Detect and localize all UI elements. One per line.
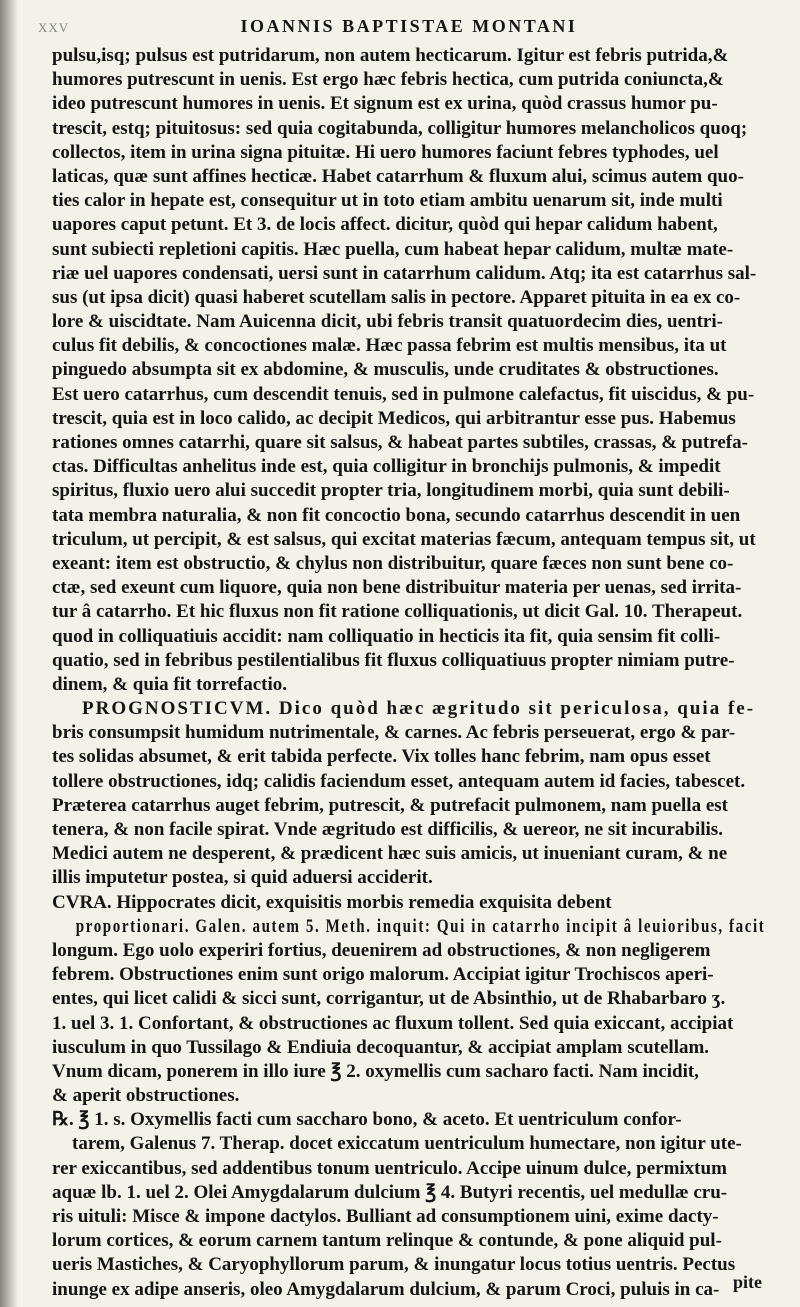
text-line: spiritus, fluxio uero alui succedit propter tria, longitudinem morbi, quia sunt debili- [52, 480, 730, 502]
text-line: laticas, quæ sunt affines hecticæ. Habet catarrhum & fluxum alui, scimus autem quo- [52, 165, 744, 187]
text-line: entes, qui licet calidi & sicci sunt, corrigantur, ut de Absinthio, ut de Rhabarbaro ʒ. [52, 988, 726, 1010]
text-line: rer exiccantibus, sed addentibus tonum uentriculo. Accipe uinum dulce, permixtum [52, 1157, 727, 1179]
text-line: Est uero catarrhus, cum descendit tenuis, sed in pulmone calefactus, fit uiscidus, & pu- [52, 383, 755, 405]
text-line: riæ uel uapores condensati, uersi sunt in catarrhum calidum. Atq; ita est catarrhus sal- [52, 262, 757, 284]
body-text [52, 44, 766, 1302]
text-line: inunge ex adipe anseris, oleo Amygdalarum dulcium, & parum Croci, puluis in ca- [52, 1278, 720, 1300]
text-line: Vnum dicam, ponerem in illo iure ℥ 2. oxymellis cum sacharo facti. Nam incidit, [52, 1060, 699, 1082]
catchword: pite [733, 1272, 762, 1292]
text-line: Medici autem ne desperent, & prædicent hæc suis amicis, ut inueniant curam, & ne [52, 843, 728, 865]
text-line: ideo putrescunt humores in uenis. Et signum est ex urina, quòd crassus humor pu- [52, 93, 718, 115]
text-line: uapores caput petunt. Et 3. de locis affect. dicitur, quòd qui hepar calidum habent, [52, 214, 718, 236]
text-line: illis imputetur postea, si quid aduersi acciderit. [52, 867, 433, 889]
text-line: ueris Mastiches, & Caryophyllorum parum, & inungatur locus totius uentris. Pectus [52, 1254, 736, 1276]
text-line: lorum cortices, & eorum carnem tantum relinque & contunde, & pone aliquid pul- [52, 1230, 722, 1252]
text-line: tollere obstructiones, idq; calidis faciendum esset, antequam autem id facies, tabescet. [52, 770, 746, 792]
text-line: rationes omnes catarrhi, quare sit salsus, & habeat partes subtiles, crassas, & putrefa- [52, 432, 748, 453]
text-line: ctæ, sed exeunt cum liquore, quia non bene distribuitur materia per uenas, sed irrita- [52, 577, 742, 599]
text-line: trescit, estq; pituitosus: sed quia cogitabunda, colligitur humores melancholicos quoq; [52, 117, 748, 139]
running-title: IOANNIS BAPTISTAE MONTANI [240, 16, 578, 36]
text-line: 1. uel 3. 1. Confortant, & obstructiones ac fluxum tollent. Sed quia exiccant, accipiat [52, 1012, 734, 1034]
text-line: collectos, item in urina signa pituitæ. Hi uero humores faciunt febres typhodes, uel [52, 141, 719, 163]
text-line: lore & uiscidtate. Nam Auicenna dicit, ubi febris transit quatuordecim dies, uentri- [52, 311, 723, 333]
text-line: exeant: item est obstructio, & chylus non distribuitur, quare fæces non sunt bene co- [52, 552, 734, 574]
text-line: trescit, quia est in loco calido, ac decipit Medicos, qui arbitrantur esse pus. Habemus [52, 407, 736, 429]
text-line: quod in colliquatiuis accidit: nam colliquatio in hecticis ita fit, quia sensim fit colli- [52, 625, 721, 647]
text-line: tarem, Galenus 7. Therap. docet exiccatum uentriculum humectare, non igitur ute- [72, 1133, 742, 1155]
text-line: sus (ut ipsa dicit) quasi haberet scutellam salis in pectore. Apparet pituita in ea ex co- [52, 286, 741, 308]
text-line: triculum, ut percipit, & est salsus, qui excitat materias fæcum, antequam tempus sit, ut [52, 528, 756, 550]
text-line: bris consumpsit humidum nutrimentale, & carnes. Ac febris perseuerat, ergo & par- [52, 722, 736, 744]
text-line: tes solidas absumet, & erit tabida perfecte. Vix tolles hanc febrim, nam opus esset [52, 746, 711, 768]
text-line: ℞. ℥ 1. s. Oxymellis facti cum saccharo bono, & aceto. Et uentriculum confor- [52, 1109, 682, 1131]
text-line: iusculum in quo Tussilago & Endiuia decoquantur, & accipiat amplam scutellam. [52, 1036, 710, 1058]
running-head [38, 14, 766, 44]
text-line: Præterea catarrhus auget febrim, putrescit, & putrefacit pulmonem, nam puella est [52, 794, 728, 816]
text-line: tenera, & non facile spirat. Vnde ægritudo est difficilis, & uereor, ne sit incurabilis. [52, 819, 723, 840]
text-line: humores putrescunt in uenis. Est ergo hæc febris hectica, cum putrida coniuncta,& [52, 69, 724, 91]
text-line: sunt subiecti repletioni capitis. Hæc puella, cum habeat hepar calidum, multæ mate- [52, 238, 734, 260]
text-line: proportionari. Galen. autem 5. Meth. inquit: Qui in catarrho incipit â leuioribus, facit [75, 915, 766, 937]
text-line: dinem, & quia fit torrefactio. [52, 673, 287, 695]
folio-number: XXV [38, 20, 70, 35]
text-line: & aperit obstructiones. [52, 1085, 240, 1107]
text-line: CVRA. Hippocrates dicit, exquisitis morbis remedia exquisita debent [52, 891, 612, 913]
text-line: PROGNOSTICVM. Dico quòd hæc ægritudo sit periculosa, quia fe- [82, 698, 756, 720]
binding-shadow [0, 0, 18, 1307]
text-line: aquæ lb. 1. uel 2. Olei Amygdalarum dulcium ℥ 4. Butyri recentis, uel medullæ cru- [52, 1181, 728, 1203]
text-line: culus fit debilis, & concoctiones malæ. Hæc passa febrim est multis mensibus, ita ut [52, 335, 727, 357]
text-line: febrem. Obstructiones enim sunt origo malorum. Accipiat igitur Trochiscos aperi- [52, 964, 714, 986]
text-line: ctas. Difficultas anhelitus inde est, quia colligitur in bronchijs pulmonis, & impedit [52, 456, 721, 478]
text-line: longum. Ego uolo experiri fortius, deuenirem ad obstructiones, & non negligerem [52, 939, 711, 961]
text-line: ris uituli: Misce & impone dactylos. Bulliant ad consumptionem uini, exime dacty- [52, 1206, 719, 1227]
text-line: pinguedo absumpta sit ex abdomine, & musculis, unde cruditates & obstructiones. [52, 359, 719, 381]
text-line: tata membra naturalia, & non fit concoctio bona, secundo catarrhus descendit in uen [52, 504, 741, 526]
text-line: ties calor in hepate est, consequitur ut in toto etiam ambitu uenarum sit, inde multi [52, 190, 723, 212]
text-line: quatio, sed in febribus pestilentialibus fit fluxus colliquatiuus propter nimiam putre- [52, 649, 735, 671]
text-line: pulsu,isq; pulsus est putridarum, non autem hecticarum. Igitur est febris putrida,& [52, 45, 729, 66]
text-line: tur â catarrho. Et hic fluxus non fit ratione colliquationis, ut dicit Gal. 10. Therapeut. [52, 601, 743, 623]
